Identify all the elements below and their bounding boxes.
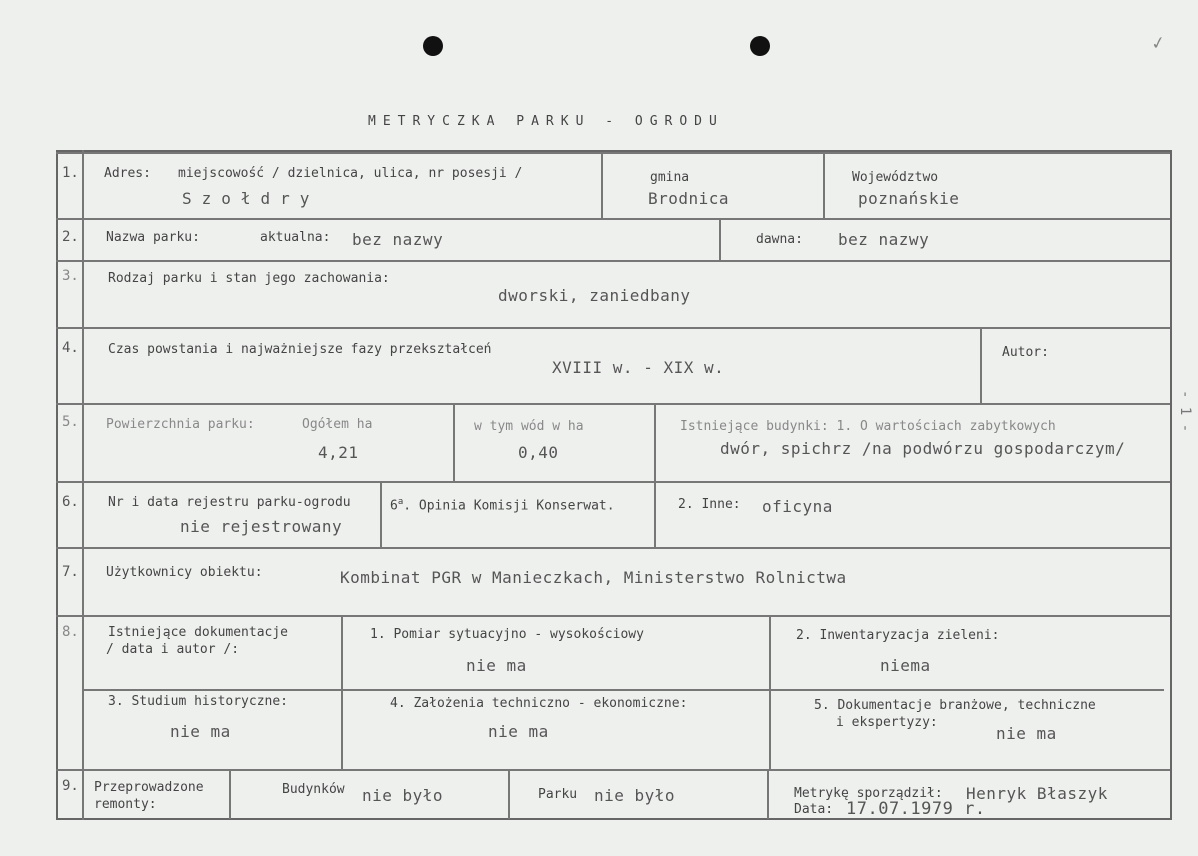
creation-time-label: Czas powstania i najważniejsze fazy przekształceń [108,342,492,357]
row-number: 4. [62,340,79,356]
other-label: 2. Inne: [678,497,741,512]
page-number: - 1 - [1177,390,1193,433]
form-title: METRYCZKA PARKU - OGRODU [368,114,724,129]
survey-cell [341,615,343,769]
water-area-label: w tym wód w ha [474,419,584,434]
opinion-superscript: a [397,497,404,507]
survey-label: 1. Pomiar sytuacyjno - wysokościowy [370,627,644,642]
water-area-value: 0,40 [518,443,559,462]
water-area-cell [453,403,455,481]
row-4 [56,327,1170,329]
repairs-label-line-2: remonty: [94,797,157,812]
voivodeship-label: Województwo [852,170,939,185]
date-label: Data: [794,802,834,817]
total-area-label: Ogółem ha [302,417,373,432]
row-8 [56,615,1170,617]
park-repairs-label: Parku [538,787,578,802]
inventory-cell [769,615,771,769]
park-type-value: dworski, zaniedbany [498,286,691,305]
current-name-value: bez nazwy [352,230,444,249]
gmina-label: gmina [650,170,690,185]
former-name-value: bez nazwy [838,230,930,249]
area-label: Powierzchnia parku: [106,417,255,432]
technical-economic-value: nie ma [488,722,549,741]
repairs-label-line-1: Przeprowadzone [94,780,204,795]
branch-docs-label-line-2: i ekspertyzy: [836,715,938,730]
row-2 [56,218,1170,220]
current-name-label: aktualna: [260,230,331,245]
opinion-cell [380,481,382,547]
prepared-by-value: Henryk Błaszyk [966,784,1108,803]
total-area-value: 4,21 [318,443,359,462]
survey-value: nie ma [466,656,527,675]
prepared-by-label: Metrykę sporządził: [794,786,943,801]
docs-subrow [82,689,1164,691]
row-number: 3. [62,268,79,284]
documentation-label-line-1: Istniejące dokumentacje [108,625,289,640]
existing-buildings-label: Istniejące budynki: 1. O wartościach zabytkowych [680,419,1056,434]
park-name-label: Nazwa parku: [106,230,200,245]
checkmark-icon: ✓ [1150,29,1167,55]
gmina-cell [601,152,603,218]
gmina-value: Brodnica [648,189,730,208]
branch-docs-label-line-1: 5. Dokumentacje branżowe, techniczne [814,698,1096,713]
row-number: 2. [62,229,79,245]
history-study-label: 3. Studium historyczne: [108,694,289,709]
inventory-label: 2. Inwentaryzacja zieleni: [796,628,1000,643]
row-3 [56,260,1170,262]
other-value: oficyna [762,497,833,516]
prepared-by-cell [767,769,769,819]
branch-docs-value: nie ma [996,724,1057,743]
buildings-cell [654,403,656,481]
address-label: Adres: [104,166,151,181]
row-1 [56,152,1170,154]
opinion-label [390,494,615,514]
register-label: Nr i data rejestru parku-ogrodu [108,495,351,510]
punch-hole-right [750,36,770,56]
row-number: 6. [62,494,79,510]
creation-time-value: XVIII w. - XIX w. [552,358,725,377]
buildings-repairs-cell [229,769,231,819]
row-9 [56,769,1170,771]
row-number: 9. [62,778,79,794]
buildings-repairs-value: nie było [362,786,444,805]
row-number: 5. [62,414,79,430]
park-type-label: Rodzaj parku i stan jego zachowania: [108,271,390,286]
park-repairs-value: nie było [594,786,676,805]
park-repairs-cell [508,769,510,819]
date-value: 17.07.1979 r. [846,799,986,819]
row-6 [56,481,1170,483]
register-value: nie rejestrowany [180,517,343,536]
row-number: 8. [62,624,79,640]
author-cell [980,327,982,403]
row-number: 1. [62,165,79,181]
opinion-number: 6 [390,498,398,514]
users-value: Kombinat PGR w Manieczkach, Ministerstwo Rolnictwa [340,568,847,587]
buildings-repairs-label: Budynków [282,782,345,797]
former-name-label: dawna: [756,232,803,247]
number-column [82,150,84,820]
row-number: 7. [62,564,79,580]
voivodeship-value: poznańskie [858,189,960,208]
documentation-label-line-2: / data i autor /: [106,642,240,657]
form-frame [56,150,1172,820]
row-7 [56,547,1170,549]
author-label: Autor: [1002,345,1049,360]
former-name-cell [719,218,721,260]
woj-cell [823,152,825,218]
row-5 [56,403,1170,405]
technical-economic-label: 4. Założenia techniczno - ekonomiczne: [390,696,688,711]
other-cell [654,481,656,547]
users-label: Użytkownicy obiektu: [106,565,263,580]
punch-hole-left [423,36,443,56]
address-value: Szołdry [182,189,320,208]
existing-buildings-value: dwór, spichrz /na podwórzu gospodarczym/ [720,439,1126,458]
inventory-value: niema [880,656,931,675]
opinion-text: . Opinia Komisji Konserwat. [403,498,615,514]
address-hint: miejscowość / dzielnica, ulica, nr posesji / [178,166,523,181]
history-study-value: nie ma [170,722,231,741]
